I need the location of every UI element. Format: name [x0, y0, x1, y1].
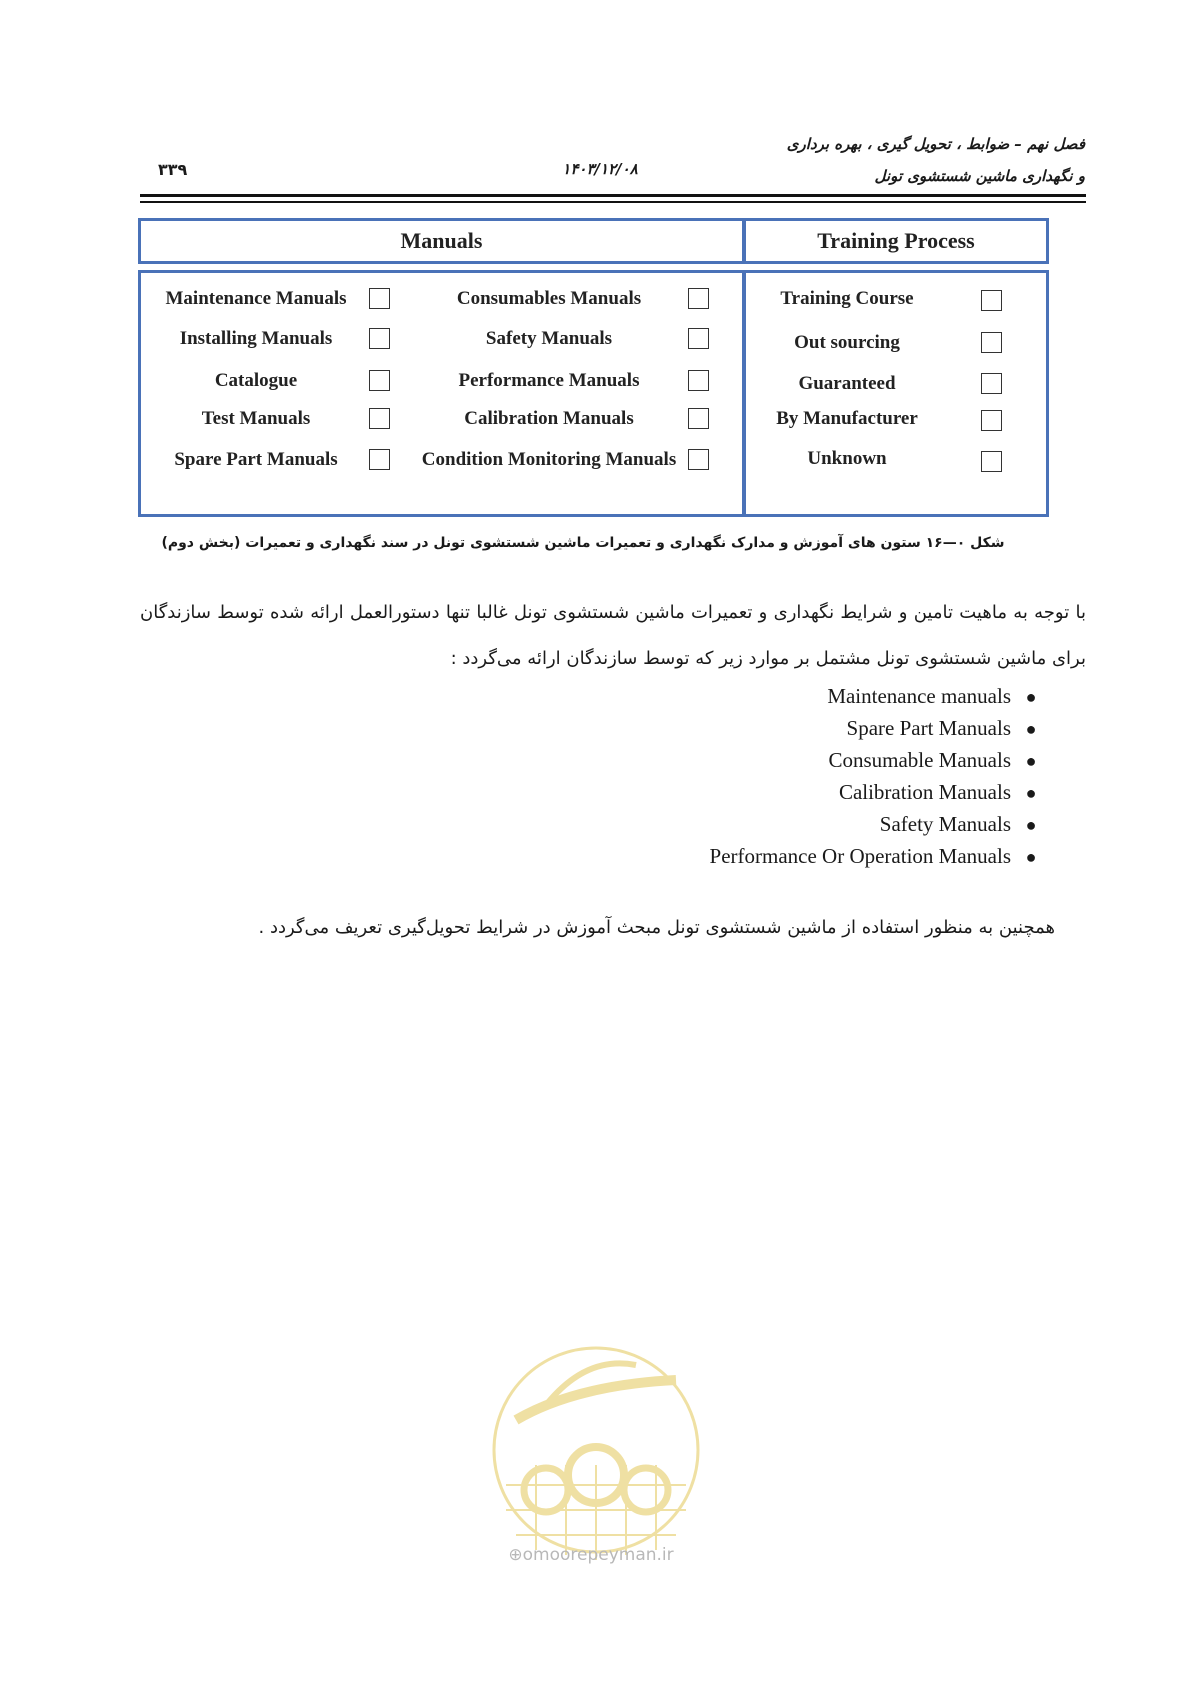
body-paragraph-2: همچنین به منظور استفاده از ماشین شستشوی تونل مبحث آموزش در شرایط تحویل‌گیری تعریف می‌گردد . — [258, 917, 1055, 938]
checkbox[interactable] — [369, 328, 390, 349]
manual-item: Spare Part Manuals — [174, 449, 338, 470]
list-item: Safety Manuals ● — [710, 808, 1051, 840]
list-item: Consumable Manuals ● — [710, 744, 1051, 776]
manuals-header-cell — [138, 218, 745, 264]
chapter-title-line2: و نگهداری ماشین شستشوی تونل — [874, 167, 1085, 185]
checkbox[interactable] — [369, 370, 390, 391]
checkbox[interactable] — [688, 370, 709, 391]
checkbox[interactable] — [981, 410, 1002, 431]
manual-item: Installing Manuals — [179, 328, 333, 349]
bullet-icon: ● — [1025, 719, 1037, 739]
checkbox[interactable] — [369, 408, 390, 429]
page-number: ۳۳۹ — [158, 160, 188, 179]
watermark-site: ⊕omoorepeyman.ir — [508, 1545, 674, 1565]
training-header-cell — [743, 218, 1049, 264]
training-item: Unknown — [807, 448, 887, 469]
checkbox[interactable] — [688, 328, 709, 349]
manual-item: Condition Monitoring Manuals — [421, 449, 677, 470]
globe-icon: ⊕ — [508, 1545, 523, 1565]
training-item: By Manufacturer — [776, 408, 918, 429]
checkbox[interactable] — [369, 449, 390, 470]
checkbox[interactable] — [688, 408, 709, 429]
manuals-header: Manuals — [400, 228, 483, 253]
manual-item: Catalogue — [214, 370, 298, 391]
training-item: Training Course — [780, 288, 914, 309]
manual-item: Safety Manuals — [485, 328, 613, 349]
header-rule — [140, 194, 1086, 197]
bullet-icon: ● — [1025, 783, 1037, 803]
checkbox[interactable] — [688, 449, 709, 470]
manual-item: Test Manuals — [201, 408, 311, 429]
bullet-icon: ● — [1025, 687, 1037, 707]
training-item: Guaranteed — [798, 373, 896, 394]
manual-item: Maintenance Manuals — [165, 288, 347, 309]
manuals-bullet-list — [710, 680, 1051, 872]
checkbox[interactable] — [981, 451, 1002, 472]
header-date: ۱۴۰۳/۱۲/۰۸ — [562, 160, 638, 178]
chapter-title-line1: فصل نهم – ضوابط ، تحویل گیری ، بهره برداری — [786, 135, 1085, 153]
manual-item: Consumables Manuals — [456, 288, 642, 309]
training-header: Training Process — [817, 228, 975, 253]
list-item: Spare Part Manuals ● — [710, 712, 1051, 744]
list-item: Maintenance manuals ● — [710, 680, 1051, 712]
checkbox[interactable] — [369, 288, 390, 309]
bullet-icon: ● — [1025, 847, 1037, 867]
checkbox[interactable] — [688, 288, 709, 309]
list-item: Performance Or Operation Manuals ● — [710, 840, 1051, 872]
manual-item: Performance Manuals — [458, 370, 640, 391]
list-item: Calibration Manuals ● — [710, 776, 1051, 808]
manual-item: Calibration Manuals — [464, 408, 634, 429]
bullet-icon: ● — [1025, 815, 1037, 835]
body-paragraph: با توجه به ماهیت تامین و شرایط نگهداری و تعمیرات ماشین شستشوی تونل غالبا تنها دستورالعمل ارائه شده توسط سازندگان برای ماشین شستشوی تونل مشتمل بر موارد زیر که توسط سازندگان ارائه می‌گردد : — [140, 602, 1086, 669]
training-item: Out sourcing — [794, 332, 900, 353]
figure-table — [138, 218, 1049, 517]
bullet-icon: ● — [1025, 751, 1037, 771]
header-rule-thin — [140, 201, 1086, 203]
checkbox[interactable] — [981, 332, 1002, 353]
watermark-logo — [486, 1325, 706, 1575]
chapter-title — [787, 128, 1085, 192]
figure-caption: شکل ۰—۱۶ ستون های آموزش و مدارک نگهداری و تعمیرات ماشین شستشوی تونل در سند نگهداری و تعمیرات (بخش دوم) — [161, 535, 1005, 551]
checkbox[interactable] — [981, 373, 1002, 394]
checkbox[interactable] — [981, 290, 1002, 311]
